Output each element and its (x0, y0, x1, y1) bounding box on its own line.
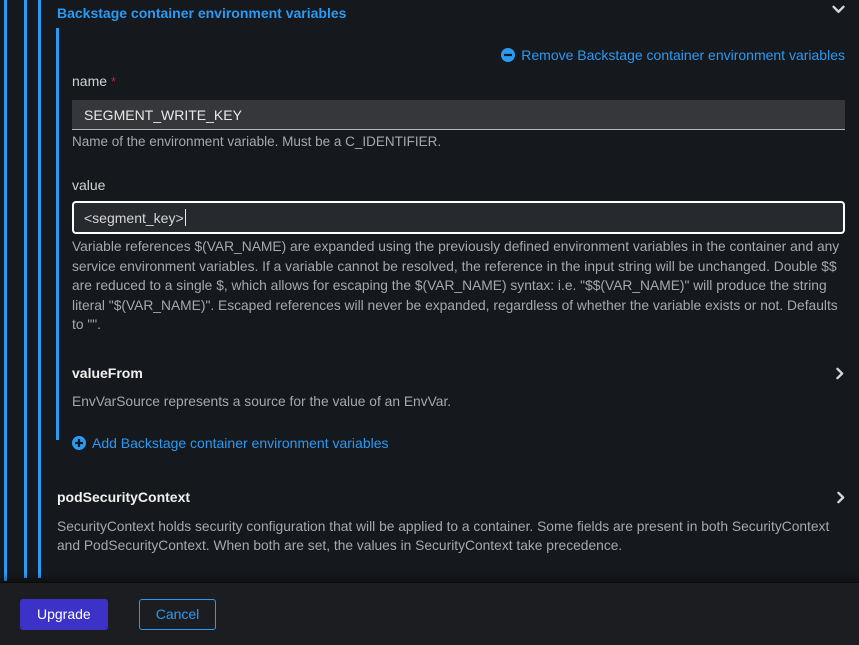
upgrade-button[interactable]: Upgrade (20, 599, 108, 630)
field-group-indent-line (4, 0, 7, 581)
field-group-body (72, 47, 845, 455)
value-help-text: Variable references $(VAR_NAME) are expanded using the previously defined environment variables in the container and any service environment variables. If a variable cannot be resolved, the reference in the input string will be unchanged. Double $$ are reduced to a single $, which allows for escaping the $(VAR_NAME) syntax: i.e. "$$(VAR_NAME)" will produce the string literal "$(VAR_NAME)". Escaped references will never be expanded, regardless of whether the variable exists or not. Defaults to "". (72, 239, 840, 332)
chevron-right-icon[interactable] (836, 367, 844, 380)
add-link-label: Add Backstage container environment variables (92, 434, 389, 451)
plus-circle-icon (72, 436, 86, 450)
remove-env-variables-link[interactable] (501, 47, 845, 63)
valuefrom-label: valueFrom (72, 364, 143, 381)
pod-security-context-section (57, 489, 845, 556)
chevron-right-icon[interactable] (837, 491, 845, 504)
form-content (57, 0, 845, 597)
field-group-indent-line (24, 0, 27, 578)
cancel-button[interactable]: Cancel (139, 599, 217, 630)
pod-security-context-help: SecurityContext holds security configuration that will be applied to a container. Some fields are present in both SecurityContext and PodSecurityContext. When both are set, the values in SecurityContext take precedence. (57, 518, 830, 553)
add-env-variables-link[interactable] (72, 435, 389, 451)
value-field-label: value (72, 177, 106, 193)
remove-row (72, 47, 845, 63)
chevron-down-icon[interactable] (832, 5, 845, 14)
add-row (72, 435, 845, 455)
pod-security-context-label: podSecurityContext (57, 488, 191, 505)
text-cursor (185, 209, 186, 226)
value-input-text: <segment_key> (84, 209, 184, 226)
field-group-title: Backstage container environment variables (57, 5, 347, 21)
required-indicator: * (111, 74, 117, 89)
name-field-label: name * (72, 73, 117, 89)
name-help-text: Name of the environment variable. Must be a C_IDENTIFIER. (72, 134, 442, 149)
name-input[interactable] (72, 100, 845, 130)
form-action-bar (0, 582, 859, 645)
valuefrom-help-text: EnvVarSource represents a source for the value of an EnvVar. (72, 393, 452, 409)
minus-circle-icon (501, 48, 515, 62)
value-input[interactable] (72, 201, 845, 234)
remove-link-label: Remove Backstage container environment variables (521, 47, 845, 63)
valuefrom-expand-row[interactable] (72, 365, 845, 382)
pod-security-context-expand-row[interactable] (57, 489, 845, 506)
field-group-header-env-variables[interactable] (57, 0, 845, 21)
field-group-indent-line (38, 0, 41, 578)
